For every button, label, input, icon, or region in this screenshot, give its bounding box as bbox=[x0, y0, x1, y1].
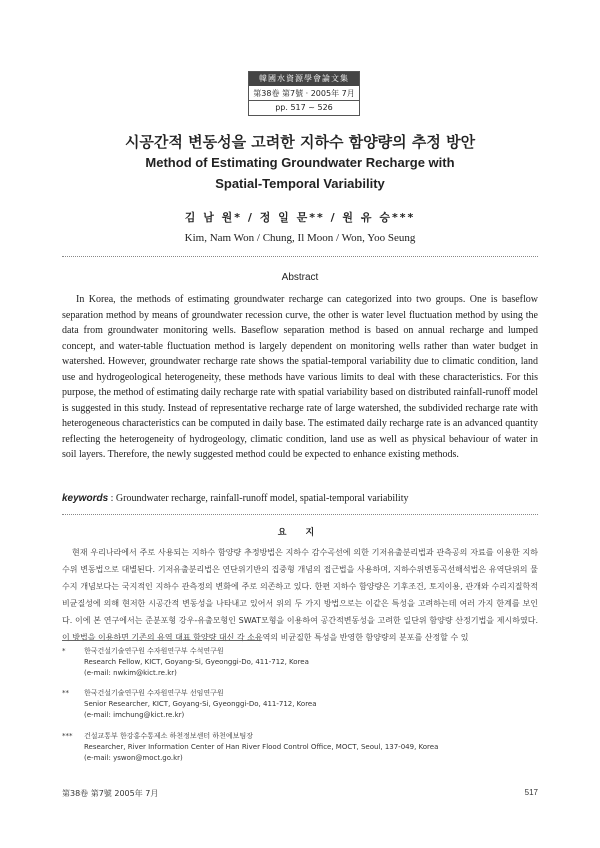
footnote-mark: ** bbox=[62, 689, 69, 697]
paper-title-korean: 시공간적 변동성을 고려한 지하수 함양량의 추정 방안 bbox=[124, 133, 476, 151]
keywords-line bbox=[62, 493, 538, 504]
footnote-mark: * bbox=[62, 647, 66, 655]
journal-info-box bbox=[248, 71, 360, 116]
footnote-email: (e-mail: yswon@moct.go.kr) bbox=[84, 754, 183, 762]
journal-name: 韓國水資源學會論文集 bbox=[249, 72, 359, 86]
footnote-affiliation-ko: 한국건설기술연구원 수자원연구부 수석연구원 bbox=[84, 647, 224, 655]
abstract-heading: Abstract bbox=[281, 272, 319, 283]
footnote-author-1 bbox=[62, 646, 538, 679]
journal-pages: pp. 517 ~ 526 bbox=[275, 103, 333, 112]
footnote-divider bbox=[62, 640, 262, 641]
footnote-email: (e-mail: imchung@kict.re.kr) bbox=[84, 711, 185, 719]
footnote-author-2 bbox=[62, 688, 538, 721]
paper-title-english-line2: Spatial-Temporal Variability bbox=[215, 176, 385, 191]
footnote-email: (e-mail: nwkim@kict.re.kr) bbox=[84, 669, 177, 677]
footer-journal-issue: 第38卷 第7號 2005年 7月 bbox=[62, 789, 159, 798]
paper-title-english-line1: Method of Estimating Groundwater Recharge with bbox=[145, 155, 455, 170]
abstract-body: In Korea, the methods of estimating groundwater recharge can categorized into two groups. One is baseflow separation method by means of groundwater recession curve, the other is water level fluctuation method by using the data from groundwater monitoring wells. Baseflow separation method is based on annual recharge and lumped concept, and water-table fluctuation method is largely dependent on monitoring wells rather than water budget in watershed. However, groundwater recharge rate shows the spatial-temporal variability due to climatic condition, land use and hydrogeological heterogeneity, these methods have various limits to deal with these characteristics. For this purpose, the method of estimating daily recharge rate with spatial variability based on distributed rainfall-runoff model is suggested in this study. Instead of representative recharge rate of large watershed, the subdivided recharge rate with heterogeneous characteristics can be computed in daily base. The estimated daily recharge rate is an advanced quantity reflecting the heterogeneity of hydrogeology, climatic condition, land use as well as physical behaviour of water in soil layers. Therefore, the newly suggested method could be expected to enhance existing methods. bbox=[62, 294, 538, 460]
journal-volume-issue: 第38卷 第7號 · 2005年 7月 bbox=[249, 86, 359, 101]
summary-body-korean: 현재 우리나라에서 주로 사용되는 지하수 함양량 추정방법은 지하수 감수곡선에 의한 기저유출분리법과 관측공의 자료를 이용한 지하수위 변동법으로 대별된다. 기저유출분리법은 연단위기반의 집중형 개념의 접근법을 사용하며, 지하수위변동곡선해석법은 유역단위의 물수지 개념보다는 국지적인 지하수 관측정의 변화에 주로 의존하고 있다. 한편 지하수 함양량은 기후조건, 토지이용, 관개와 수리지질학적 비균질성에 의해 현저한 시공간적 변동성을 나타내고 있어서 위의 두 가지 방법으로는 이같은 특성을 고려하는데 여러 가지 한계를 보인다. 이에 본 연구에서는 준분포형 강우-유출모형인 SWAT모형을 이용하여 공간적변동성을 고려한 일단위 함양량 산정기법을 제시하였다. 이 방법을 이용하면 기존의 유역 대표 함양량 대신 각 소유역의 비균질한 특성을 반영한 함양량의 분포를 산정할 수 있 bbox=[62, 548, 538, 642]
footnote-affiliation-ko: 건설교통부 한강홍수통제소 하천정보센터 하천예보팀장 bbox=[84, 732, 253, 740]
divider-top bbox=[62, 256, 538, 257]
authors-english: Kim, Nam Won / Chung, Il Moon / Won, Yoo Seung bbox=[184, 232, 416, 244]
footnote-affiliation-en: Researcher, River Information Center of Han River Flood Control Office, MOCT, Seoul, 137-049, Korea bbox=[84, 743, 439, 751]
footnote-author-3 bbox=[62, 731, 538, 764]
keywords-text: : Groundwater recharge, rainfall-runoff model, spatial-temporal variability bbox=[110, 493, 409, 504]
page-number: 517 bbox=[524, 788, 538, 797]
summary-heading-korean: 요 지 bbox=[277, 528, 323, 538]
footnote-affiliation-en: Senior Researcher, KICT, Goyang-Si, Gyeonggi-Do, 411-712, Korea bbox=[84, 700, 317, 708]
divider-middle bbox=[62, 514, 538, 515]
authors-korean: 김 남 원* / 정 일 문** / 원 유 승*** bbox=[184, 211, 416, 224]
footnote-affiliation-en: Research Fellow, KICT, Goyang-Si, Gyeonggi-Do, 411-712, Korea bbox=[84, 658, 309, 666]
footnote-mark: *** bbox=[62, 732, 73, 740]
footnote-affiliation-ko: 한국건설기술연구원 수자원연구부 선임연구원 bbox=[84, 689, 224, 697]
keywords-label: keywords bbox=[62, 493, 109, 504]
